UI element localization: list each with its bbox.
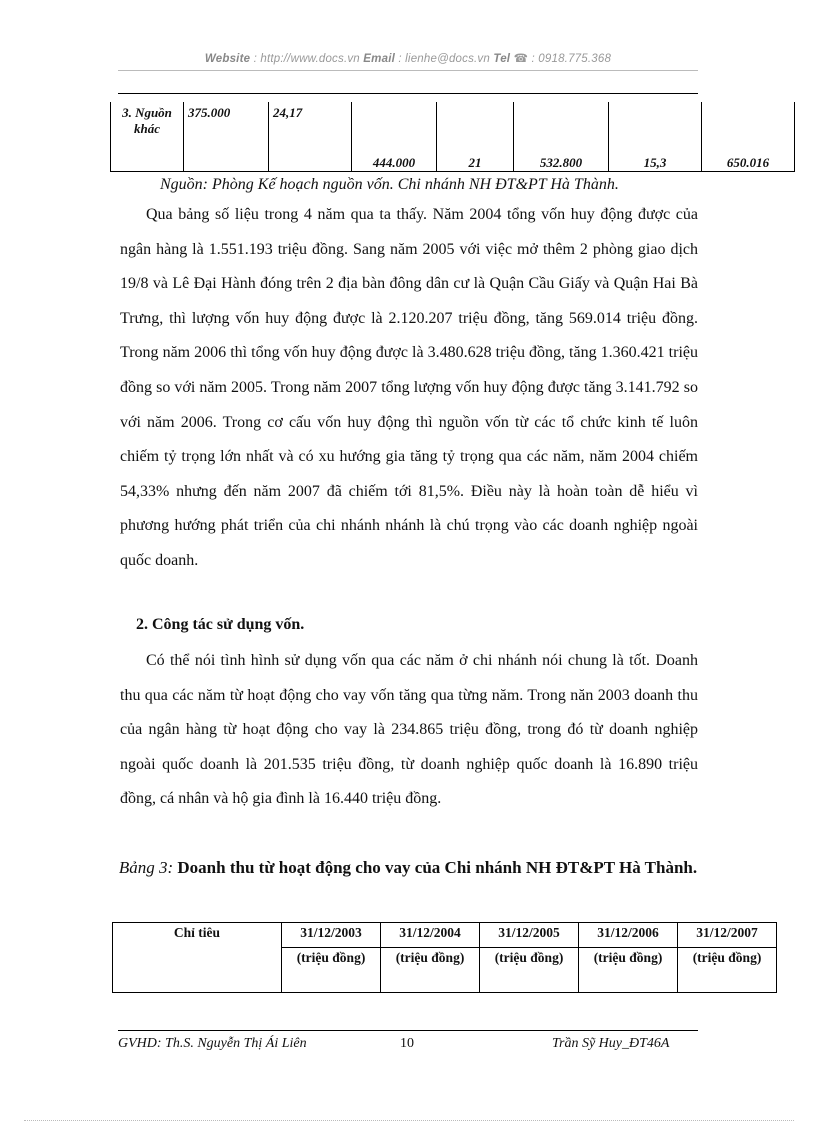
column-header: 31/12/2004 (381, 923, 480, 948)
table-cell: 444.000 (352, 102, 437, 172)
source-note: Nguồn: Phòng Kế hoạch nguồn vốn. Chi nhánh NH ĐT&PT Hà Thành. (160, 176, 619, 193)
revenue-table (112, 922, 777, 993)
website-label: Website (204, 53, 251, 65)
unit-cell: (triệu đồng) (381, 948, 480, 993)
column-header: 31/12/2007 (678, 923, 777, 948)
page-header (118, 51, 698, 65)
paragraph-capital-mobilization: Qua bảng số liệu trong 4 năm qua ta thấy. Năm 2004 tổng vốn huy động được của ngân hàng là 1.551.193 triệu đồng. Sang năm 2005 với việc mở thêm 2 phòng giao dịch 19/8 và Lê Đại Hành đóng trên 2 địa bàn đông dân cư là Quận Cầu Giấy và Quận Hai Bà Trưng, thì lượng vốn huy động được là 2.120.207 triệu đồng, tăng 569.014 triệu đồng. Trong năm 2006 thì tổng vốn huy động được là 3.480.628 triệu đồng, tăng 1.360.421 triệu đồng so với năm 2005. Trong năm 2007 tổng lượng vốn huy động được tăng 3.141.792 so với năm 2006. Trong cơ cấu vốn huy động thì nguồn vốn từ các tổ chức kinh tế luôn chiếm tỷ trọng lớn nhất và có xu hướng gia tăng tỷ trọng qua các năm, năm 2004 chiếm 54,33% nhưng đến năm 2007 đã chiếm tới 81,5%. Điều này là hoàn toàn dễ hiểu vì phương hướng phát triển của chi nhánh nhánh là chú trọng vào các doanh nghiệp ngoài quốc doanh. (120, 206, 698, 569)
paragraph-capital-usage: Có thể nói tình hình sử dụng vốn qua các năm ở chi nhánh nói chung là tốt. Doanh thu qua các năm từ hoạt động cho vay vốn tăng qua từng năm. Trong năn 2003 doanh thu của ngân hàng từ hoạt động cho vay là 234.865 triệu đồng, trong đó từ doanh nghiệp ngoài quốc doanh là 201.535 triệu đồng, từ doanh nghiệp quốc doanh là 16.890 triệu đồng, cá nhân và hộ gia đình là 16.440 triệu đồng. (120, 652, 698, 808)
footer-author: Trần Sỹ Huy_ĐT46A (552, 1036, 670, 1051)
table-cell: 650.016 (702, 102, 795, 172)
table-cell: 21 (437, 102, 514, 172)
column-header: 31/12/2003 (282, 923, 381, 948)
email-value[interactable]: : lienhe@docs.vn (398, 53, 490, 65)
table-top-rule (118, 93, 698, 94)
page-bottom-edge (24, 1120, 794, 1121)
footer-divider (118, 1030, 698, 1031)
tel-value: ☎ : 0918.775.368 (513, 53, 612, 65)
email-label: Email (363, 53, 395, 65)
column-header: 31/12/2005 (480, 923, 579, 948)
table-cell: 15,3 (609, 102, 702, 172)
unit-cell: (triệu đồng) (678, 948, 777, 993)
column-header: 31/12/2006 (579, 923, 678, 948)
website-value[interactable]: : http://www.docs.vn (253, 53, 360, 65)
table-cell: 532.800 (514, 102, 609, 172)
capital-table-fragment (110, 102, 795, 172)
table-cell: 24,17 (269, 102, 352, 172)
header-divider (118, 70, 698, 71)
table-caption (110, 850, 706, 886)
table-cell: 375.000 (184, 102, 269, 172)
table-row (111, 102, 795, 172)
tel-label: Tel (493, 53, 511, 65)
table-header-row (113, 923, 777, 948)
caption-prefix: Bảng 3: (118, 858, 174, 877)
footer-advisor: GVHD: Th.S. Nguyễn Thị Ái Liên (118, 1036, 307, 1051)
section-heading: 2. Công tác sử dụng vốn. (136, 616, 305, 633)
unit-cell: (triệu đồng) (282, 948, 381, 993)
column-header-indicator: Chỉ tiêu (113, 923, 282, 993)
unit-cell: (triệu đồng) (480, 948, 579, 993)
table-cell: 3. Nguồn khác (111, 102, 184, 172)
unit-cell: (triệu đồng) (579, 948, 678, 993)
page-number: 10 (400, 1036, 414, 1051)
caption-title: Doanh thu từ hoạt động cho vay của Chi nhánh NH ĐT&PT Hà Thành. (177, 858, 698, 877)
